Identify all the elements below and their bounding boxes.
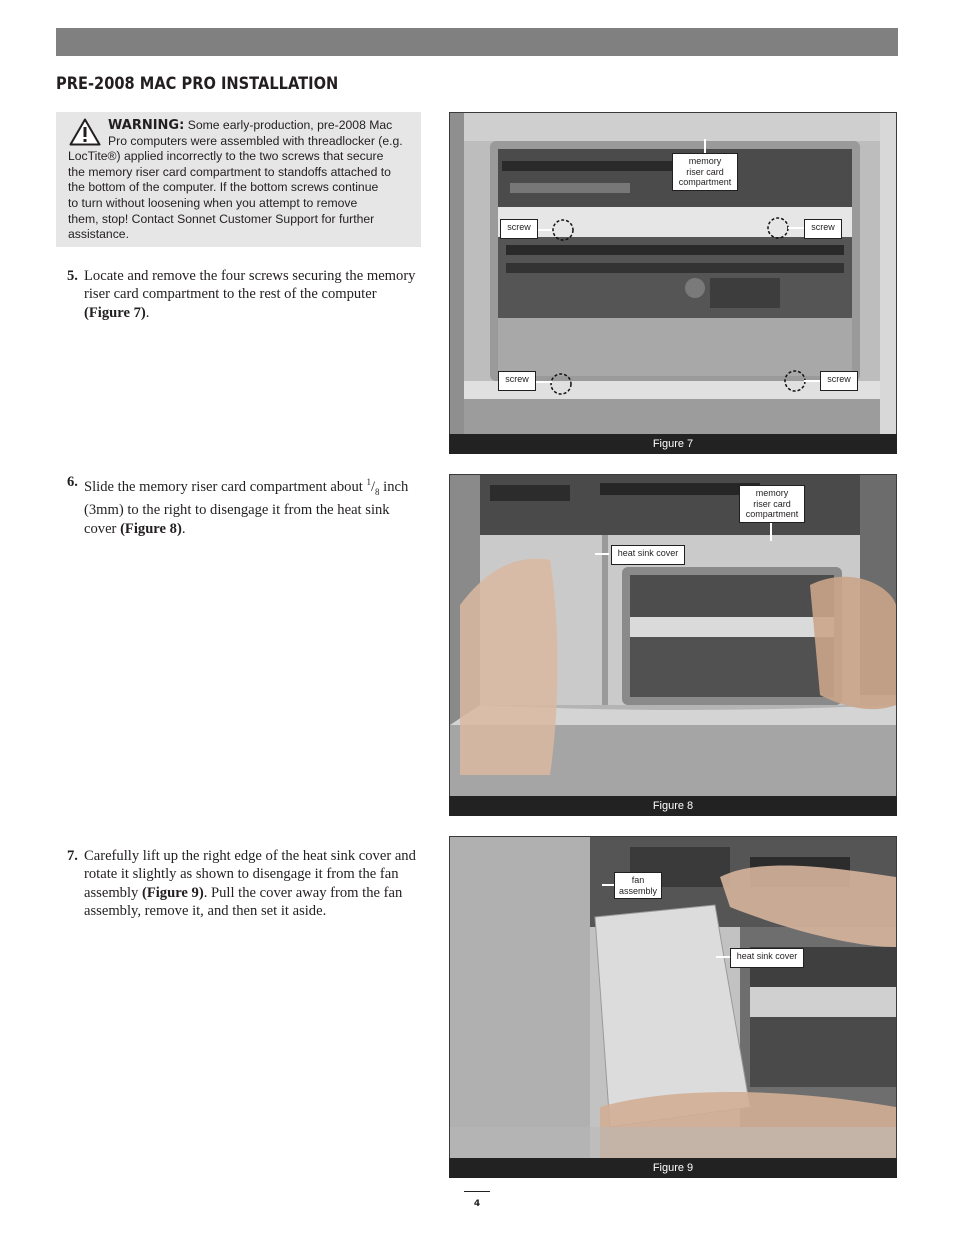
step-text: . Pull the cover away from the fan assembly, remove it, and then set it aside.: [84, 884, 403, 920]
figure-8-caption: Figure 8: [449, 796, 897, 816]
figure-8: [449, 474, 897, 816]
warning-text: [68, 118, 409, 243]
figure-reference: (Figure 7): [84, 304, 146, 321]
callout-leader: [536, 229, 552, 231]
figure-7: [449, 112, 897, 454]
callout-line: assembly: [619, 885, 658, 896]
callout-line: compartment: [745, 509, 799, 520]
header-bar: [56, 28, 898, 56]
warning-line: the bottom of the computer. If the bottom screws continue: [68, 180, 379, 195]
callout-line: riser card: [686, 166, 724, 177]
callout-leader: [595, 553, 609, 555]
step-text: Carefully lift up the right edge of the heat sink cover and rotate it slightly as shown to disengage it from the fan assembly: [84, 848, 416, 901]
callout-line: riser card: [753, 498, 791, 509]
step-text: Locate and remove the four screws securing the memory riser card compartment to the rest of the computer: [84, 268, 416, 303]
step-7: [67, 847, 423, 921]
remove-heat-sink-illustration: [450, 837, 896, 1158]
step-text: inch (3mm) to the right to disengage it from the heat sink cover: [84, 478, 409, 537]
warning-line: them, stop! Contact Sonnet Customer Support for further: [68, 211, 375, 226]
callout-screw: screw: [820, 371, 858, 391]
step-5: [67, 267, 423, 322]
warning-line: to turn without loosening when you attempt to remove: [68, 195, 358, 210]
fraction-denominator: 8: [375, 486, 380, 497]
callout-heat-sink-cover: heat sink cover: [611, 545, 685, 565]
callout-screw: screw: [500, 219, 538, 239]
figure-8-photo: [450, 475, 896, 796]
callout-leader: [534, 381, 552, 383]
step-number: 7.: [67, 848, 78, 864]
warning-line: the memory riser card compartment to standoffs attached to: [68, 164, 391, 179]
page-number-rule: [464, 1191, 490, 1192]
callout-screw: screw: [498, 371, 536, 391]
warning-box: [56, 112, 421, 247]
warning-triangle-icon: [69, 118, 101, 146]
warning-line: Some early-production, pre-2008 Mac: [187, 118, 393, 132]
callout-memory-riser-card-compartment: [739, 485, 805, 523]
figure-7-photo: [450, 113, 896, 434]
slide-compartment-illustration: [450, 475, 896, 796]
callout-leader: [770, 521, 772, 541]
callout-heat-sink-cover: heat sink cover: [730, 948, 804, 968]
figure-7-caption: Figure 7: [449, 434, 897, 454]
callout-memory-riser-card-compartment: [672, 153, 738, 191]
step-text-end: .: [181, 520, 186, 537]
callout-fan-assembly: [614, 872, 662, 899]
warning-line: assistance.: [68, 227, 129, 242]
page-number: 4: [473, 1199, 481, 1209]
warning-line: Pro computers were assembled with threadlocker (e.g.: [108, 133, 403, 148]
callout-line: memory: [688, 156, 722, 166]
callout-line: compartment: [678, 177, 732, 188]
step-text: Slide the memory riser card compartment about: [84, 478, 367, 495]
step-6: 6. Slide the memory riser card compartment about $^1/_8$ inch (3mm) to the right to disengage it from the heat sink cover (Figure 8).: [67, 474, 409, 537]
step-text-end: .: [145, 304, 150, 321]
figure-9-photo: [450, 837, 896, 1158]
callout-line: fan: [631, 875, 645, 885]
fraction-numerator: 1: [366, 477, 371, 487]
warning-label: WARNING:: [108, 118, 185, 133]
warning-line: LocTite®) applied incorrectly to the two screws that secure: [68, 149, 384, 164]
figure-reference: (Figure 9): [141, 884, 204, 901]
figure-9-caption: Figure 9: [449, 1158, 897, 1178]
step-number: 6.: [67, 474, 78, 490]
section-title: PRE-2008 MAC PRO INSTALLATION: [56, 74, 339, 94]
callout-screw: screw: [804, 219, 842, 239]
callout-line: memory: [755, 488, 789, 498]
figure-reference: (Figure 8): [120, 520, 182, 537]
figure-9: [449, 836, 897, 1178]
step-number: 5.: [67, 268, 78, 284]
